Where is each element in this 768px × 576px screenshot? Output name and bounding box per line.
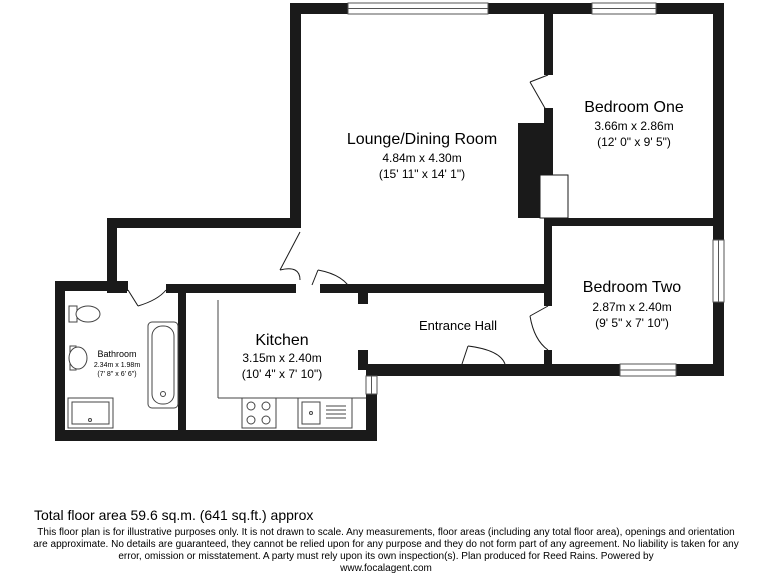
basin-icon [69,346,87,370]
kitchen-metric: 3.15m x 2.40m [242,351,322,365]
hob-icon [242,398,276,428]
door-lounge-corridor [280,232,300,280]
disclaimer-text: This floor plan is for illustrative purposes only. It is not drawn to scale. Any measurements, floor areas (including any total floor area), openings and orientation are approximate. No details are guaranteed, they cannot be relied upon for any purpose and they do not form part of any agreement. No liability is taken for any error, omission or misstatement. A party must rely upon its own inspection(s). Plan produced for Reed Rains. Powered by [33,527,739,562]
bedroom-two-name: Bedroom Two [582,279,682,296]
bedroom-one-metric: 3.66m x 2.86m [594,119,674,133]
door-bathroom [128,290,166,306]
lounge-imperial: (15' 11" x 14' 1") [378,167,466,181]
bathroom-name: Bathroom [97,349,137,359]
sink-icon [298,398,352,428]
bath-icon [148,322,178,408]
bathroom-metric: 2.34m x 1.98m [93,362,141,369]
kitchen-imperial: (10' 4" x 7' 10") [241,367,323,381]
bedroom-two-imperial: (9' 5" x 7' 10") [595,316,669,330]
website-link[interactable]: www.focalagent.com [340,563,432,574]
lounge-name: Lounge/Dining Room [346,131,498,148]
toilet-icon [69,306,100,322]
bedroom-one-imperial: (12' 0" x 9' 5") [597,135,671,149]
door-bedroom-one [530,75,548,110]
door-entrance [462,346,505,364]
disclaimer [30,527,742,575]
bedroom-two-metric: 2.87m x 2.40m [592,300,672,314]
lounge-metric: 4.84m x 4.30m [382,151,462,165]
entrance-hall-name: Entrance Hall [418,318,498,333]
bathroom-imperial: (7' 8" x 6' 6") [97,371,137,378]
bedroom-one-name: Bedroom One [584,99,684,116]
kitchen-name: Kitchen [255,332,309,349]
total-floor-area: Total floor area 59.6 sq.m. (641 sq.ft.) approx [34,507,314,523]
chimney-recess [540,175,568,218]
door-bedroom-two [530,306,548,350]
shower-tray-icon [68,398,113,428]
